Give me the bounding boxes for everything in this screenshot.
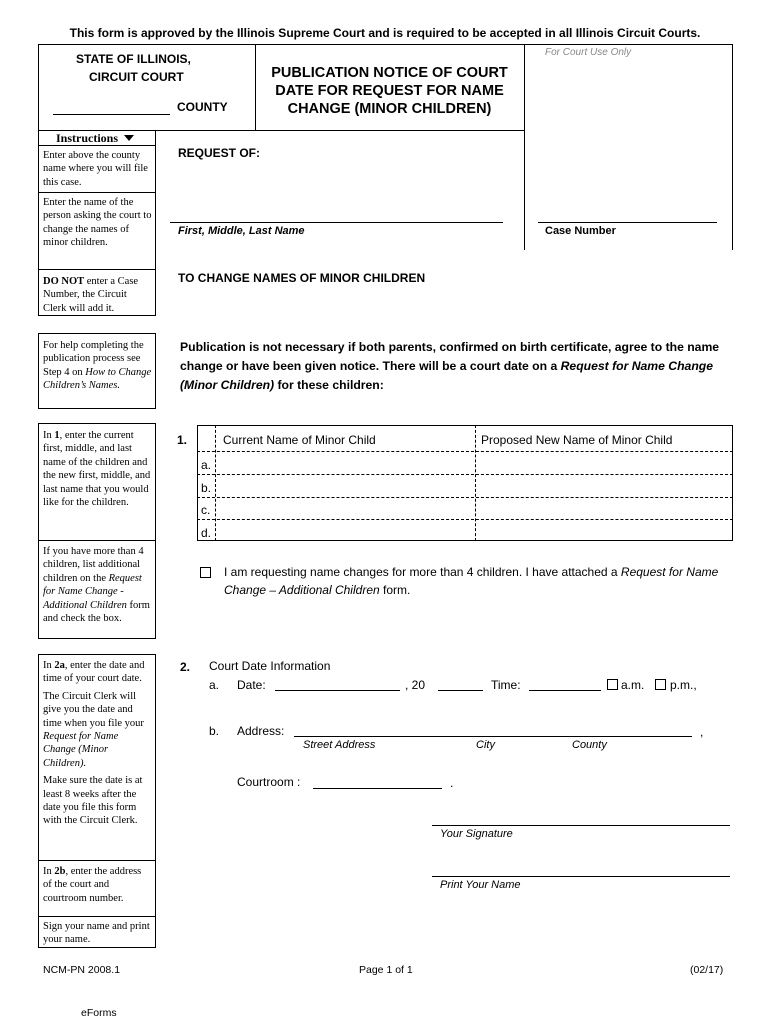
year-input[interactable] xyxy=(438,690,483,691)
approval-banner: This form is approved by the Illinois Supreme Court and is required to be accepted in all Illinois Circuit Courts. xyxy=(69,26,701,40)
am-label: a.m. xyxy=(621,678,645,692)
request-of-label: REQUEST OF: xyxy=(178,146,261,160)
instruction-help: For help completing the publication process see Step 4 on How to Change Children’s Names. xyxy=(43,340,152,392)
current-name-input-b[interactable] xyxy=(216,475,474,496)
eforms-label: eForms xyxy=(81,1007,117,1019)
col-proposed-name: Proposed New Name of Minor Child xyxy=(481,433,673,447)
row-label-c: c. xyxy=(201,503,211,517)
courtroom-period: . xyxy=(450,776,454,790)
print-name-input[interactable] xyxy=(432,876,730,877)
year-prefix: , 20 xyxy=(405,678,426,692)
date-input[interactable] xyxy=(275,690,400,691)
current-name-input-a[interactable] xyxy=(216,452,474,473)
county-input[interactable] xyxy=(53,114,170,115)
instruction-date: In 2a, enter the date and time of your court date. The Circuit Clerk will give you the date and time when you file your Request for Name Change (Minor Children). Make sure the date is at least 8 weeks after the date you file this form with the Circuit Clerk. xyxy=(43,660,145,827)
address-comma: , xyxy=(700,725,704,739)
row-label-d: d. xyxy=(201,526,212,540)
item-b-label: b. xyxy=(209,724,220,738)
more-children-checkbox[interactable] xyxy=(200,567,211,578)
am-checkbox[interactable] xyxy=(607,679,618,690)
court-date-heading: Court Date Information xyxy=(209,659,331,673)
form-id: NCM-PN 2008.1 xyxy=(43,964,121,976)
publication-notice: Publication is not necessary if both parents, confirmed on birth certificate, agree to the name change or have been given notice. There will be a court date on a Request for Name Change (Minor Children) for these children: xyxy=(180,340,720,392)
signature-input[interactable] xyxy=(432,825,730,826)
signature-caption: Your Signature xyxy=(440,828,513,840)
instruction-names: In 1, enter the current first, middle, and last name of the children and the new first, middle, and last name that you would like for the children. xyxy=(43,430,151,509)
print-name-caption: Print Your Name xyxy=(440,879,521,891)
instruction-address: In 2b, enter the address of the court and courtroom number. xyxy=(43,866,142,904)
courtroom-label: Courtroom : xyxy=(237,775,301,789)
section-2-number: 2. xyxy=(180,660,191,674)
time-label: Time: xyxy=(491,678,521,692)
form-title: PUBLICATION NOTICE OF COURT DATE FOR REQUEST FOR NAME CHANGE (MINOR CHILDREN) xyxy=(271,65,508,117)
address-input[interactable] xyxy=(294,736,692,737)
instruction-case-number: DO NOT enter a Case Number, the Circuit Clerk will add it. xyxy=(43,276,139,314)
instruction-requester: Enter the name of the person asking the court to change the names of minor children. xyxy=(43,197,152,249)
requester-name-input[interactable] xyxy=(170,222,503,223)
date-label: Date: xyxy=(237,678,266,692)
row-label-a: a. xyxy=(201,458,212,472)
current-name-input-c[interactable] xyxy=(216,498,474,518)
pm-checkbox[interactable] xyxy=(655,679,666,690)
section-1-number: 1. xyxy=(177,433,188,447)
current-name-input-d[interactable] xyxy=(216,520,474,540)
case-number-caption: Case Number xyxy=(545,225,616,237)
instructions-header: Instructions xyxy=(56,131,134,146)
circuit-court-label: CIRCUIT COURT xyxy=(89,70,184,84)
proposed-name-input-b[interactable] xyxy=(476,475,732,496)
court-use-only-label: For Court Use Only xyxy=(545,47,632,58)
proposed-name-input-d[interactable] xyxy=(476,520,732,540)
street-caption: Street Address xyxy=(303,739,376,751)
instruction-more-children: If you have more than 4 children, list additional children on the Request for Name Change - Additional Children form and check the box. xyxy=(43,546,150,625)
address-label: Address: xyxy=(237,724,285,738)
col-current-name: Current Name of Minor Child xyxy=(223,433,376,447)
county-caption: County xyxy=(572,739,607,751)
state-label: STATE OF ILLINOIS, xyxy=(76,52,191,66)
more-children-text: I am requesting name changes for more than 4 children. I have attached a Request for Name Change – Additional Children form. xyxy=(224,565,719,597)
courtroom-input[interactable] xyxy=(313,788,442,789)
time-input[interactable] xyxy=(529,690,601,691)
form-revision: (02/17) xyxy=(690,964,724,976)
city-caption: City xyxy=(476,739,495,751)
county-label: COUNTY xyxy=(177,100,228,114)
proposed-name-input-a[interactable] xyxy=(476,452,732,473)
instruction-county: Enter above the county name where you will file this case. xyxy=(43,150,148,188)
item-a-label: a. xyxy=(209,678,220,692)
row-label-b: b. xyxy=(201,481,212,495)
name-caption: First, Middle, Last Name xyxy=(178,225,305,237)
proposed-name-input-c[interactable] xyxy=(476,498,732,518)
page-number: Page 1 of 1 xyxy=(359,964,413,976)
case-number-input[interactable] xyxy=(538,222,717,223)
to-change-label: TO CHANGE NAMES OF MINOR CHILDREN xyxy=(178,271,426,285)
triangle-down-icon xyxy=(124,135,134,141)
pm-label: p.m., xyxy=(670,678,697,692)
instruction-signature: Sign your name and print your name. xyxy=(43,921,150,946)
